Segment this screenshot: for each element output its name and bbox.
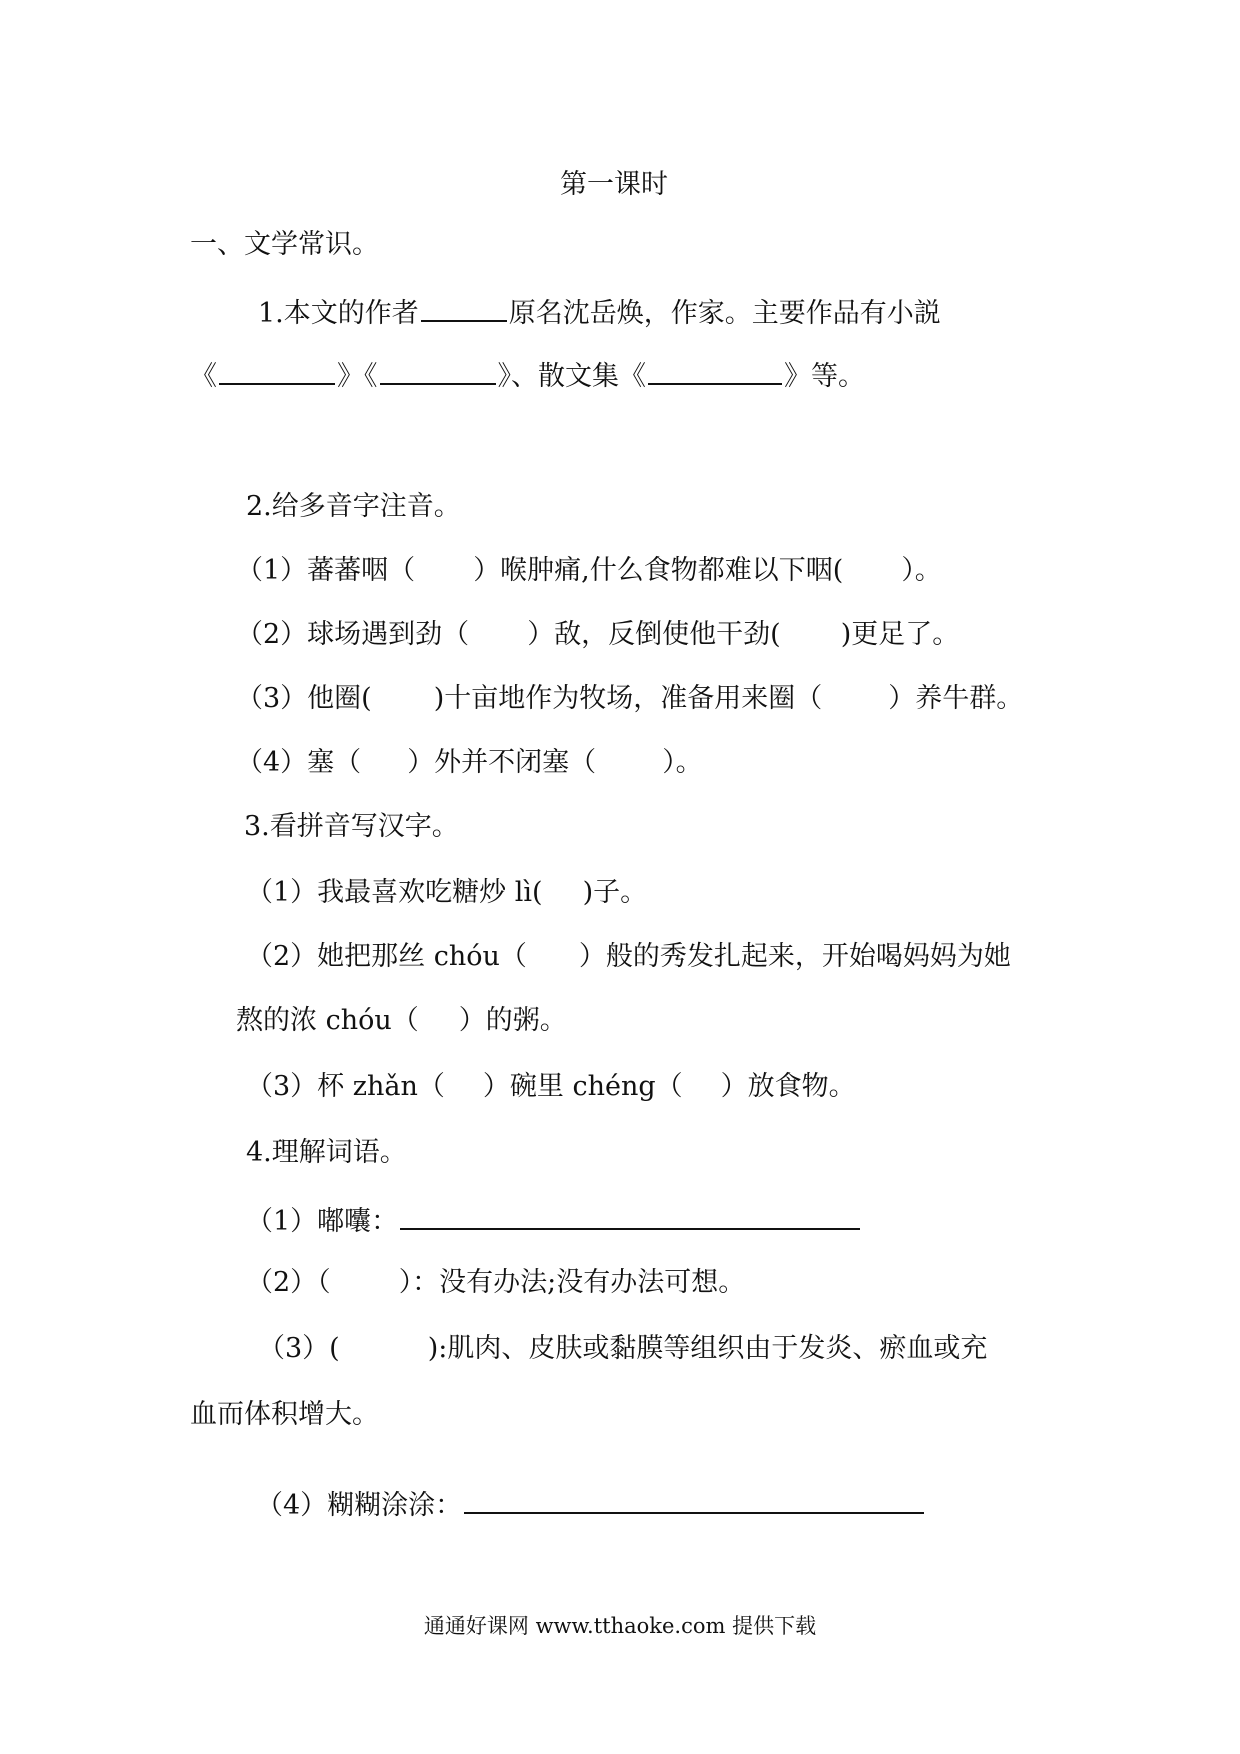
q3-item-3-a: （3）杯 zhǎn（: [246, 1071, 445, 1102]
q1-close-1: 》: [337, 361, 364, 392]
q2-item-4: [236, 746, 703, 780]
q3-item-3-b: ）碗里 chéng（: [482, 1071, 683, 1102]
q3-item-1-a: （1）我最喜欢吃糖炒 lì(: [246, 877, 543, 908]
q3-item-2-cont-a: 熬的浓 chóu（: [236, 1005, 419, 1036]
q2-item-1-b: ）喉肿痛,什么食物都难以下咽(: [473, 555, 844, 586]
answer-blank[interactable]: [464, 1486, 924, 1514]
q2-item-4-a: （4）塞（: [236, 747, 362, 778]
q4-item-3-b: ):肌肉、皮肤或黏膜等组织由于发炎、瘀血或充: [427, 1333, 988, 1364]
q4-item-3-a: （3）(: [258, 1333, 340, 1364]
q2-item-2: [236, 618, 959, 652]
q3-item-2-cont: [236, 1004, 567, 1038]
q3-item-2-cont-b: ）的粥。: [458, 1005, 567, 1036]
page-title: 第一课时: [560, 169, 668, 200]
q1-line2: [190, 357, 865, 394]
q4-item-1: [246, 1202, 862, 1239]
section-heading: 一、文学常识。: [190, 229, 379, 260]
q3-item-2: [246, 940, 1011, 974]
q4-item-3: [258, 1332, 987, 1366]
q3-item-2-b: ）般的秀发扎起来，开始喝妈妈为她: [578, 941, 1011, 972]
q4-item-4-label: （4）糊糊涂涂：: [256, 1490, 463, 1521]
q3-item-2-a: （2）她把那丝 chóu（: [246, 941, 527, 972]
q4-heading: 4.理解词语。: [246, 1137, 407, 1168]
q1-open-2: 《: [364, 361, 378, 392]
q1-close-3: 》等。: [784, 361, 865, 392]
q2-item-3-c: ）养牛群。: [888, 683, 1024, 714]
q2-item-1: [236, 554, 942, 588]
q3-item-3: [246, 1070, 856, 1104]
q2-item-4-b: ）外并不闭塞（: [407, 747, 597, 778]
q1-close-2: 》、散文集《: [497, 361, 646, 392]
q4-item-1-label: （1）嘟囔：: [246, 1206, 399, 1237]
q2-item-3-a: （3）他圈(: [236, 683, 372, 714]
answer-blank[interactable]: [400, 1202, 860, 1230]
q2-item-1-c: ）。: [901, 555, 942, 586]
q2-item-4-c: ）。: [662, 747, 703, 778]
q2-heading: 2.给多音字注音。: [246, 491, 461, 522]
q2-item-3: [236, 682, 1023, 716]
q1-text-b: 原名沈岳焕，作家。主要作品有小説: [508, 298, 941, 329]
q2-item-2-c: )更足了。: [840, 619, 960, 650]
q1-line1: [258, 294, 941, 331]
q3-item-1: [246, 876, 647, 910]
q3-heading: 3.看拼音写汉字。: [244, 811, 459, 842]
q1-text-a: 1.本文的作者: [258, 298, 419, 329]
q2-item-2-a: （2）球场遇到劲（: [236, 619, 470, 650]
q4-item-2: [246, 1266, 745, 1300]
footer-text: 通通好课网 www.tthaoke.com 提供下载: [423, 1614, 817, 1638]
answer-blank[interactable]: [648, 357, 782, 385]
answer-blank[interactable]: [380, 357, 496, 385]
q2-item-2-b: ）敌，反倒使他干劲(: [527, 619, 781, 650]
answer-blank[interactable]: [421, 294, 507, 322]
q4-item-2-a: （2）（: [246, 1267, 331, 1298]
q2-item-1-a: （1）蕃蕃咽（: [236, 555, 416, 586]
q4-item-2-b: ）：没有办法;没有办法可想。: [398, 1267, 746, 1298]
q3-item-3-c: ）放食物。: [720, 1071, 856, 1102]
answer-blank[interactable]: [219, 357, 335, 385]
q1-open-1: 《: [190, 361, 217, 392]
q2-item-3-b: )十亩地作为牧场，准备用来圈（: [433, 683, 823, 714]
q4-item-4: [256, 1486, 926, 1523]
q3-item-1-b: )子。: [582, 877, 648, 908]
q4-item-3-cont: 血而体积增大。: [190, 1399, 379, 1430]
